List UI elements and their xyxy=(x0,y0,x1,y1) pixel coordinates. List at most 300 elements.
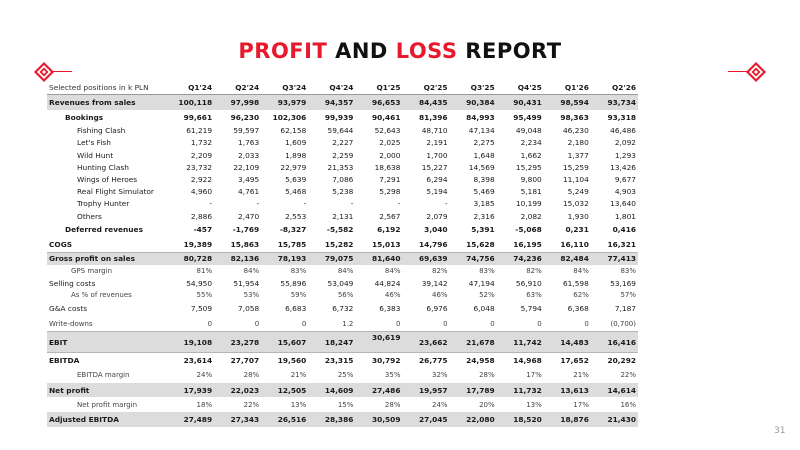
table-cell: 2,470 xyxy=(238,211,260,221)
table-cell: 6,192 xyxy=(377,224,401,234)
table-cell: 97,998 xyxy=(214,95,261,110)
table-cell: -1,769 xyxy=(232,224,260,234)
table-row xyxy=(47,368,638,383)
table-cell: 1,377 xyxy=(567,150,589,160)
table-cell: -457 xyxy=(193,224,213,234)
table-cell: 5,249 xyxy=(567,187,589,197)
table-cell: 93,318 xyxy=(607,112,636,122)
table-cell: 28% xyxy=(479,371,495,380)
table-cell: 26,516 xyxy=(261,412,308,427)
table-row xyxy=(47,353,638,368)
table-cell: 2,553 xyxy=(285,211,307,221)
table-cell: 1,930 xyxy=(567,211,589,221)
table-cell: 14,569 xyxy=(468,162,495,172)
table-cell: 90,461 xyxy=(371,112,401,122)
row-label: Hunting Clash xyxy=(77,162,129,172)
table-cell: 12,505 xyxy=(261,383,308,398)
table-cell: 102,306 xyxy=(272,112,307,122)
column-header: Q4'24 xyxy=(308,80,355,95)
table-cell: 2,131 xyxy=(332,211,354,221)
table-cell: 8,398 xyxy=(473,174,495,184)
table-cell: 15,607 xyxy=(261,332,308,353)
table-cell: 24% xyxy=(196,371,213,380)
table-cell: 6,294 xyxy=(426,174,448,184)
table-cell: 22,979 xyxy=(280,162,307,172)
table-cell: 5,468 xyxy=(285,187,307,197)
column-header: Q3'24 xyxy=(261,80,308,95)
table-cell: 62,158 xyxy=(280,126,307,136)
table-row xyxy=(47,397,638,412)
table-cell: 49,048 xyxy=(515,126,542,136)
table-cell: 74,236 xyxy=(497,252,544,265)
table-cell: 4,903 xyxy=(614,187,636,197)
table-cell: 18,247 xyxy=(308,332,355,353)
table-cell: 69,639 xyxy=(402,252,449,265)
table-cell: 22,023 xyxy=(214,383,261,398)
table-cell: 6,368 xyxy=(567,304,589,314)
table-cell: 13% xyxy=(526,400,542,409)
table-cell: 23,662 xyxy=(402,332,449,353)
table-cell: 46,486 xyxy=(610,126,636,136)
table-cell: 80,728 xyxy=(167,252,214,265)
table-cell: 9,677 xyxy=(614,174,636,184)
table-cell: 59% xyxy=(290,291,307,300)
table-cell: 56% xyxy=(337,291,354,300)
row-label: As % of revenues xyxy=(71,291,132,300)
table-cell: 99,939 xyxy=(324,112,354,122)
row-label: Net profit xyxy=(47,383,167,398)
table-cell: 22% xyxy=(243,400,260,409)
table-cell: 47,194 xyxy=(468,278,495,288)
table-cell: 19,389 xyxy=(167,237,214,252)
table-cell: 100,118 xyxy=(167,95,214,110)
table-cell: 15% xyxy=(337,400,354,409)
row-label: Write-downs xyxy=(47,316,167,331)
table-cell: 16,110 xyxy=(544,237,591,252)
profit-loss-table xyxy=(47,80,638,427)
row-label: Selling costs xyxy=(49,278,96,288)
row-label: Let's Fish xyxy=(77,138,111,148)
row-label: COGS xyxy=(47,237,167,252)
table-row xyxy=(47,137,638,149)
table-row xyxy=(47,412,638,427)
table-cell: 2,227 xyxy=(332,138,354,148)
table-cell: 5,391 xyxy=(471,224,495,234)
table-cell: 7,086 xyxy=(332,174,354,184)
table-cell: 1,293 xyxy=(614,150,636,160)
table-cell: 46% xyxy=(384,291,401,300)
table-cell: 7,187 xyxy=(614,304,636,314)
corner-label: Selected positions in k PLN xyxy=(47,80,167,95)
title-word-loss: LOSS xyxy=(395,39,458,63)
table-cell: 15,259 xyxy=(562,162,589,172)
title-word-profit: PROFIT xyxy=(238,39,328,63)
table-cell: 1,648 xyxy=(473,150,495,160)
table-row xyxy=(47,222,638,237)
table-row xyxy=(47,125,638,137)
row-label: Wings of Heroes xyxy=(77,174,138,184)
row-label: Trophy Hunter xyxy=(77,199,130,209)
table-cell: 53,049 xyxy=(327,278,354,288)
row-label: EBIT xyxy=(47,332,167,353)
table-cell: 6,048 xyxy=(473,304,495,314)
table-cell: 20% xyxy=(479,400,495,409)
table-cell: 30,619 xyxy=(355,332,402,353)
title-word-report: REPORT xyxy=(465,39,562,63)
table-cell: 14,968 xyxy=(513,355,542,365)
table-cell: 0 xyxy=(214,316,261,331)
table-cell: 82% xyxy=(526,266,542,275)
row-label: Others xyxy=(77,211,102,221)
row-label: EBITDA xyxy=(49,355,80,365)
table-cell: 1.2 xyxy=(308,316,355,331)
table-cell: 2,000 xyxy=(379,150,401,160)
row-label: Wild Hunt xyxy=(77,150,114,160)
table-cell: 84,435 xyxy=(402,95,449,110)
table-cell: 18% xyxy=(196,400,213,409)
table-cell: 82% xyxy=(432,266,448,275)
table-cell: 3,495 xyxy=(238,174,260,184)
table-cell: 0,231 xyxy=(565,224,589,234)
table-cell: 93,734 xyxy=(591,95,638,110)
table-cell: 81,396 xyxy=(419,112,448,122)
table-cell: 17% xyxy=(573,400,589,409)
table-cell: - xyxy=(256,199,260,209)
table-cell: 2,259 xyxy=(332,150,354,160)
table-cell: 11,104 xyxy=(562,174,589,184)
table-cell: 13,640 xyxy=(610,199,636,209)
table-cell: 5,194 xyxy=(426,187,448,197)
table-cell: 15,227 xyxy=(421,162,448,172)
table-cell: 52,643 xyxy=(374,126,401,136)
page-number: 31 xyxy=(774,426,786,436)
table-cell: 2,234 xyxy=(520,138,542,148)
table-cell: 4,960 xyxy=(190,187,213,197)
row-label: Adjusted EBITDA xyxy=(47,412,167,427)
table-cell: 94,357 xyxy=(308,95,355,110)
table-row xyxy=(47,277,638,289)
table-cell: 4,761 xyxy=(238,187,260,197)
table-cell: 14,609 xyxy=(308,383,355,398)
table-body xyxy=(47,95,638,428)
table-cell: 2,092 xyxy=(614,138,636,148)
column-header: Q2'25 xyxy=(402,80,449,95)
table-cell: 0 xyxy=(402,316,449,331)
page-title xyxy=(0,38,800,64)
table-cell: 6,383 xyxy=(379,304,401,314)
table-cell: - xyxy=(350,199,354,209)
table-cell: 28% xyxy=(384,400,401,409)
table-cell: - xyxy=(444,199,448,209)
table-cell: 5,639 xyxy=(285,174,307,184)
row-label: Net profit margin xyxy=(77,400,138,409)
table-cell: 2,079 xyxy=(426,211,448,221)
table-cell: 59,597 xyxy=(233,126,260,136)
table-cell: 23,278 xyxy=(214,332,261,353)
table-cell: 21% xyxy=(290,371,307,380)
table-cell: 7,509 xyxy=(190,304,213,314)
table-cell: 24,958 xyxy=(466,355,495,365)
table-cell: 46,230 xyxy=(562,126,589,136)
table-cell: 95,499 xyxy=(513,112,542,122)
table-row xyxy=(47,237,638,252)
table-cell: 2,033 xyxy=(238,150,260,160)
table-row xyxy=(47,316,638,331)
table-cell: 27,489 xyxy=(167,412,214,427)
row-label: GPS margin xyxy=(71,266,113,275)
right-divider-line xyxy=(728,71,748,72)
table-cell: 1,763 xyxy=(238,138,260,148)
table-cell: 28,386 xyxy=(308,412,355,427)
table-cell: 16,195 xyxy=(497,237,544,252)
table-cell: 2,316 xyxy=(473,211,495,221)
table-cell: 5,469 xyxy=(473,187,495,197)
table-cell: 82,484 xyxy=(544,252,591,265)
table-cell: 57% xyxy=(620,291,636,300)
table-cell: 9,800 xyxy=(520,174,542,184)
right-diamond-ornament-icon xyxy=(746,62,766,82)
table-cell: 25% xyxy=(337,371,354,380)
table-cell: 0 xyxy=(450,316,497,331)
table-cell: 17,939 xyxy=(167,383,214,398)
table-cell: 22% xyxy=(620,371,636,380)
table-cell: 1,700 xyxy=(426,150,448,160)
table-cell: 23,614 xyxy=(183,355,213,365)
table-cell: 63% xyxy=(526,291,542,300)
left-divider-line xyxy=(52,71,72,72)
table-cell: 7,291 xyxy=(379,174,401,184)
table-cell: 19,957 xyxy=(402,383,449,398)
table-cell: 6,976 xyxy=(426,304,448,314)
column-header: Q4'25 xyxy=(497,80,544,95)
table-row xyxy=(47,383,638,398)
table-cell: 27,045 xyxy=(402,412,449,427)
table-cell: - xyxy=(397,199,401,209)
table-cell: 55,896 xyxy=(280,278,307,288)
table-cell: 44,824 xyxy=(374,278,401,288)
column-header: Q1'24 xyxy=(167,80,214,95)
table-cell: 14,483 xyxy=(544,332,591,353)
table-row xyxy=(47,110,638,125)
table-cell: 13,613 xyxy=(544,383,591,398)
table-cell: 0,416 xyxy=(612,224,636,234)
table-cell: 5,298 xyxy=(379,187,401,197)
table-cell: 22,109 xyxy=(233,162,260,172)
table-cell: 46% xyxy=(432,291,448,300)
table-cell: 16% xyxy=(620,400,636,409)
table-cell: 18,520 xyxy=(497,412,544,427)
table-cell: 15,013 xyxy=(355,237,402,252)
table-cell: 35% xyxy=(384,371,401,380)
table-row xyxy=(47,149,638,161)
table-cell: 98,363 xyxy=(560,112,589,122)
table-cell: 74,756 xyxy=(450,252,497,265)
table-cell: 26,775 xyxy=(419,355,448,365)
table-cell: 5,794 xyxy=(520,304,542,314)
table-cell: 61,598 xyxy=(562,278,589,288)
table-cell: 79,075 xyxy=(308,252,355,265)
table-cell: 7,058 xyxy=(238,304,260,314)
table-cell: 6,683 xyxy=(285,304,307,314)
table-cell: - xyxy=(209,199,213,209)
table-cell: 16,416 xyxy=(591,332,638,353)
table-cell: 24% xyxy=(432,400,448,409)
table-cell: 2,191 xyxy=(426,138,448,148)
table-cell: 27,343 xyxy=(214,412,261,427)
table-cell: 14,614 xyxy=(591,383,638,398)
table-cell: 15,628 xyxy=(450,237,497,252)
row-label: Fishing Clash xyxy=(77,126,126,136)
table-cell: 83% xyxy=(620,266,636,275)
table-cell: 3,040 xyxy=(424,224,448,234)
table-cell: 30,792 xyxy=(371,355,401,365)
table-cell: 10,199 xyxy=(515,199,542,209)
table-cell: 13% xyxy=(290,400,307,409)
table-row xyxy=(47,198,638,210)
table-cell: 84% xyxy=(337,266,354,275)
table-cell: 15,032 xyxy=(562,199,589,209)
table-row xyxy=(47,265,638,277)
table-cell: 52% xyxy=(479,291,495,300)
table-cell: 15,785 xyxy=(261,237,308,252)
table-cell: 5,238 xyxy=(332,187,354,197)
row-label: Bookings xyxy=(65,112,104,122)
table-cell: 14,796 xyxy=(402,237,449,252)
column-header: Q2'24 xyxy=(214,80,261,95)
table-cell: 2,922 xyxy=(190,174,213,184)
table-cell: 13,426 xyxy=(610,162,636,172)
table-cell: 23,732 xyxy=(186,162,213,172)
column-header: Q3'25 xyxy=(450,80,497,95)
table-cell: 6,732 xyxy=(332,304,354,314)
table-cell: 96,230 xyxy=(230,112,260,122)
table-cell: 83% xyxy=(479,266,495,275)
table-cell: 51,954 xyxy=(233,278,260,288)
table-row xyxy=(47,210,638,222)
table-cell: 21,430 xyxy=(591,412,638,427)
table-cell: 2,275 xyxy=(473,138,495,148)
table-cell: 11,742 xyxy=(497,332,544,353)
table-cell: 61,219 xyxy=(186,126,213,136)
table-cell: 23,315 xyxy=(324,355,354,365)
table-row xyxy=(47,289,638,301)
table-cell: 84% xyxy=(243,266,260,275)
table-cell: 15,295 xyxy=(515,162,542,172)
table-cell: 82,136 xyxy=(214,252,261,265)
table-cell: 15,863 xyxy=(214,237,261,252)
table-cell: 56,910 xyxy=(515,278,542,288)
table-cell: 15,282 xyxy=(308,237,355,252)
table-cell: 55% xyxy=(196,291,213,300)
table-cell: 27,486 xyxy=(355,383,402,398)
table-cell: 22,080 xyxy=(450,412,497,427)
table-cell: 19,560 xyxy=(277,355,307,365)
table-cell: 99,661 xyxy=(183,112,213,122)
table-cell: 2,567 xyxy=(379,211,401,221)
table-row xyxy=(47,173,638,185)
table-cell: 2,180 xyxy=(567,138,589,148)
table-cell: 81,640 xyxy=(355,252,402,265)
row-label: G&A costs xyxy=(49,304,88,314)
table-cell: -5,582 xyxy=(326,224,354,234)
row-label: Revenues from sales xyxy=(47,95,167,110)
table-cell: 21,353 xyxy=(327,162,354,172)
table-cell: 21,678 xyxy=(450,332,497,353)
column-header: Q2'26 xyxy=(591,80,638,95)
table-cell: 0 xyxy=(355,316,402,331)
table-cell: 1,732 xyxy=(190,138,213,148)
table-cell: 17% xyxy=(526,371,542,380)
table-cell: 48,710 xyxy=(421,126,448,136)
table-cell: 2,082 xyxy=(520,211,542,221)
table-cell: 18,876 xyxy=(544,412,591,427)
table-cell: 62% xyxy=(573,291,589,300)
row-label: Real Flight Simulator xyxy=(77,187,154,197)
column-header: Q1'26 xyxy=(544,80,591,95)
table-cell: 30,509 xyxy=(355,412,402,427)
table-cell: 77,413 xyxy=(591,252,638,265)
table-cell: -8,327 xyxy=(279,224,307,234)
table-cell: 1,609 xyxy=(285,138,307,148)
table-cell: 83% xyxy=(290,266,307,275)
table-cell: 18,638 xyxy=(374,162,401,172)
row-label: Deferred revenues xyxy=(65,224,143,234)
table-cell: 16,321 xyxy=(591,237,638,252)
table-cell: 96,653 xyxy=(355,95,402,110)
table-cell: 17,789 xyxy=(450,383,497,398)
table-cell: 81% xyxy=(196,266,213,275)
table-cell: 1,662 xyxy=(520,150,542,160)
table-cell: 0 xyxy=(167,316,214,331)
table-cell: 93,979 xyxy=(261,95,308,110)
table-cell: 84% xyxy=(573,266,589,275)
table-cell: -5,068 xyxy=(515,224,542,234)
table-cell: 54,950 xyxy=(186,278,213,288)
table-cell: 39,142 xyxy=(421,278,448,288)
table-cell: 98,594 xyxy=(544,95,591,110)
left-diamond-ornament-icon xyxy=(34,62,54,82)
table-row xyxy=(47,252,638,265)
table-cell: 0 xyxy=(497,316,544,331)
table-cell: 53,169 xyxy=(610,278,636,288)
table-cell: 28% xyxy=(243,371,260,380)
table-cell: 2,886 xyxy=(190,211,213,221)
table-cell: 32% xyxy=(432,371,448,380)
table-cell: 90,384 xyxy=(450,95,497,110)
table-cell: 11,732 xyxy=(497,383,544,398)
table-row xyxy=(47,95,638,110)
table-cell: 20,292 xyxy=(607,355,636,365)
title-word-and: AND xyxy=(335,39,388,63)
table-cell: 59,644 xyxy=(327,126,354,136)
table-cell: (0,700) xyxy=(591,316,638,331)
table-cell: 1,801 xyxy=(614,211,636,221)
table-cell: 5,181 xyxy=(520,187,542,197)
table-cell: 47,134 xyxy=(468,126,495,136)
table-cell: 84% xyxy=(384,266,401,275)
table-cell: 53% xyxy=(243,291,260,300)
table-cell: 2,209 xyxy=(190,150,213,160)
column-header: Q1'25 xyxy=(355,80,402,95)
row-label: EBITDA margin xyxy=(77,371,130,380)
table-cell: 2,025 xyxy=(379,138,401,148)
table-row xyxy=(47,301,638,316)
table-row xyxy=(47,161,638,173)
table-cell: 27,707 xyxy=(230,355,260,365)
table-row xyxy=(47,332,638,353)
table-cell: 78,193 xyxy=(261,252,308,265)
table-cell: 17,652 xyxy=(560,355,589,365)
